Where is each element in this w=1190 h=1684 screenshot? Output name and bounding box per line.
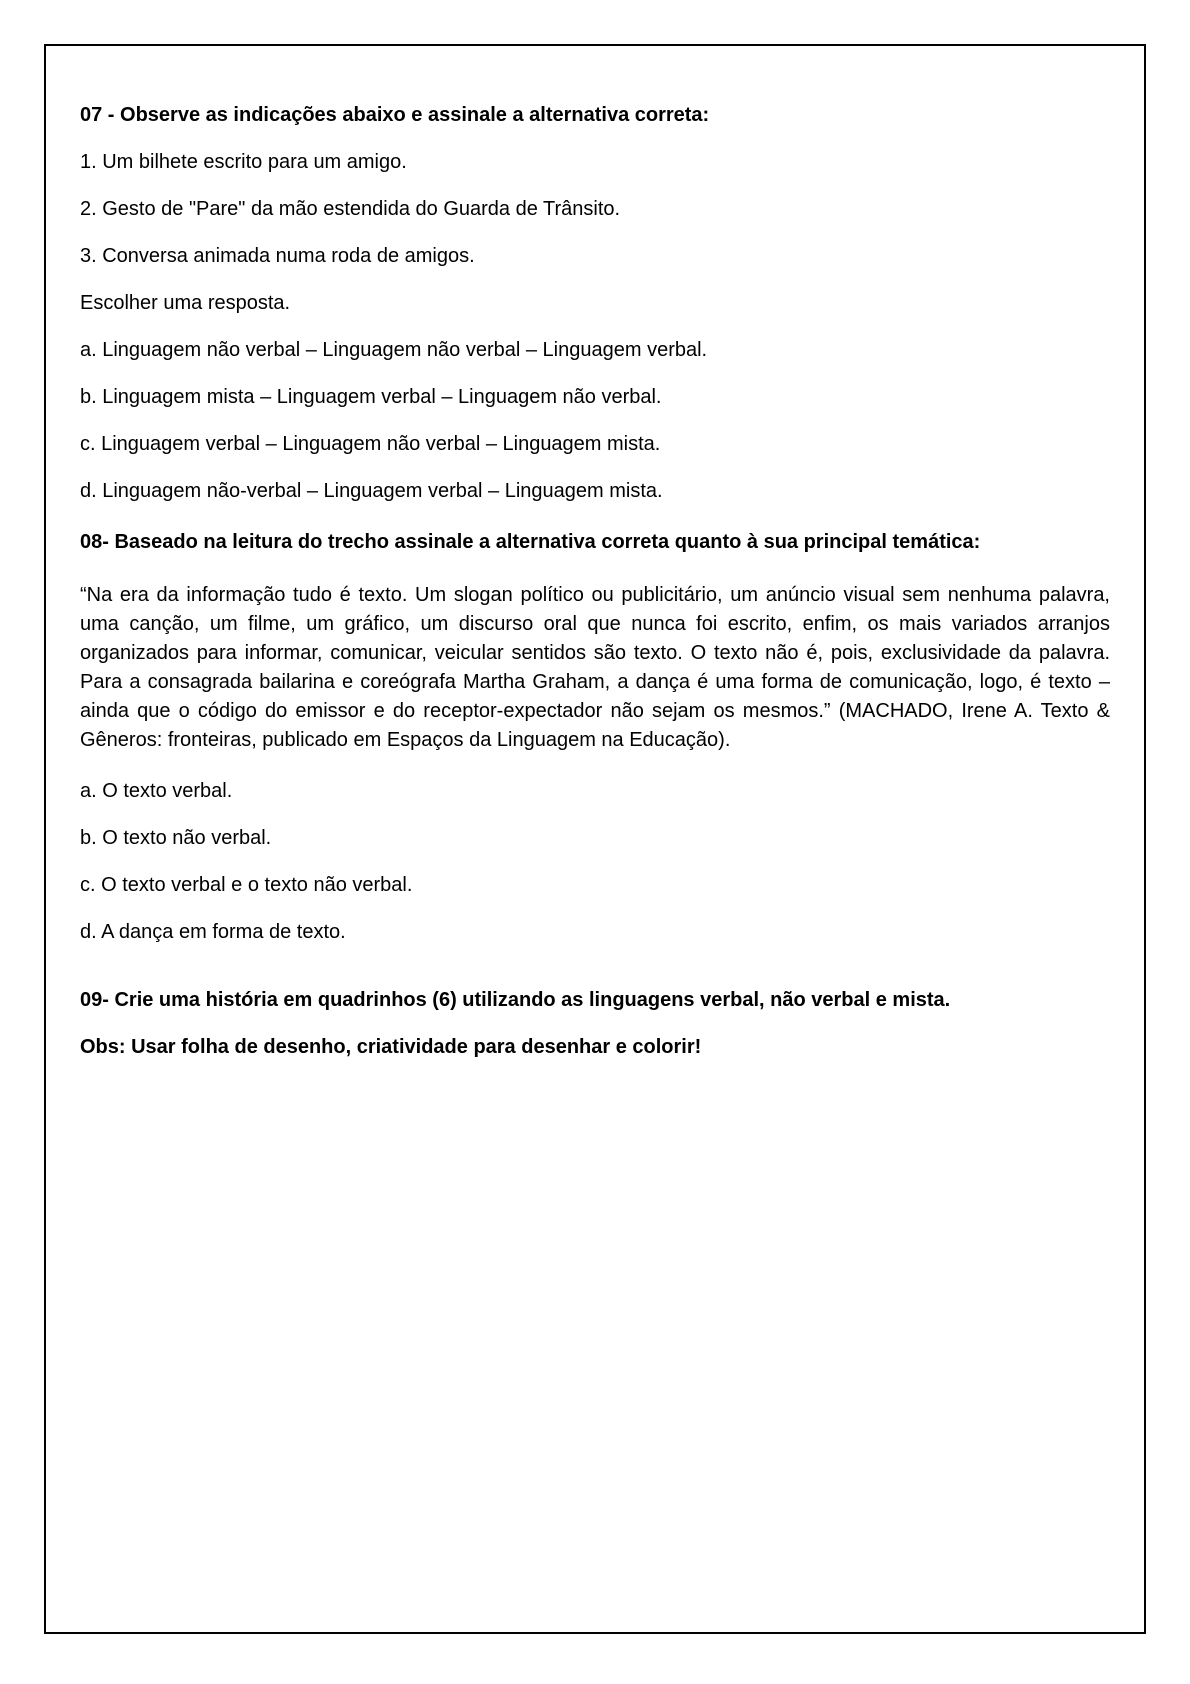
q07-heading: 07 - Observe as indicações abaixo e assinale a alternativa correta:: [80, 104, 710, 126]
q07-option-b: b. Linguagem mista – Linguagem verbal – Linguagem não verbal.: [80, 386, 662, 408]
q07-option-a: a. Linguagem não verbal – Linguagem não verbal – Linguagem verbal.: [80, 339, 708, 361]
worksheet-content: [46, 46, 1144, 1058]
question-08: [80, 527, 1110, 943]
q07-option-c: c. Linguagem verbal – Linguagem não verbal – Linguagem mista.: [80, 433, 661, 455]
q07-statement-1: 1. Um bilhete escrito para um amigo.: [80, 151, 407, 173]
q07-option-d: d. Linguagem não-verbal – Linguagem verbal – Linguagem mista.: [80, 480, 663, 502]
question-07: [80, 104, 1110, 502]
q09-note: Obs: Usar folha de desenho, criatividade para desenhar e colorir!: [80, 1036, 702, 1058]
q08-quote: “Na era da informação tudo é texto. Um slogan político ou publicitário, um anúncio visual sem nenhuma palavra, uma canção, um filme, um gráfico, um discurso oral que nunca foi escrito, enfim, os mais variados arranjos organizados para informar, comunicar, veicular sentidos são texto. O texto não é, pois, exclusividade da palavra. Para a consagrada bailarina e coreógrafa Martha Graham, a dança é uma forma de comunicação, logo, é texto – ainda que o código do emissor e do receptor-expectador não sejam os mesmos.” (MACHADO, Irene A. Texto & Gêneros: fronteiras, publicado em Espaços da Linguagem na Educação).: [80, 584, 1110, 751]
worksheet-page: [44, 44, 1146, 1634]
q07-statement-2: 2. Gesto de "Pare" da mão estendida do Guarda de Trânsito.: [80, 198, 621, 220]
q08-option-a: a. O texto verbal.: [80, 780, 233, 802]
q08-option-d: d. A dança em forma de texto.: [80, 921, 346, 943]
q08-option-b: b. O texto não verbal.: [80, 827, 272, 849]
question-09: [80, 989, 1110, 1058]
q08-option-c: c. O texto verbal e o texto não verbal.: [80, 874, 413, 896]
q07-instruction: Escolher uma resposta.: [80, 292, 291, 314]
q08-heading: 08- Baseado na leitura do trecho assinale a alternativa correta quanto à sua principal temática:: [80, 531, 981, 553]
q09-heading: 09- Crie uma história em quadrinhos (6) utilizando as linguagens verbal, não verbal e mista.: [80, 989, 951, 1011]
q07-statement-3: 3. Conversa animada numa roda de amigos.: [80, 245, 475, 267]
